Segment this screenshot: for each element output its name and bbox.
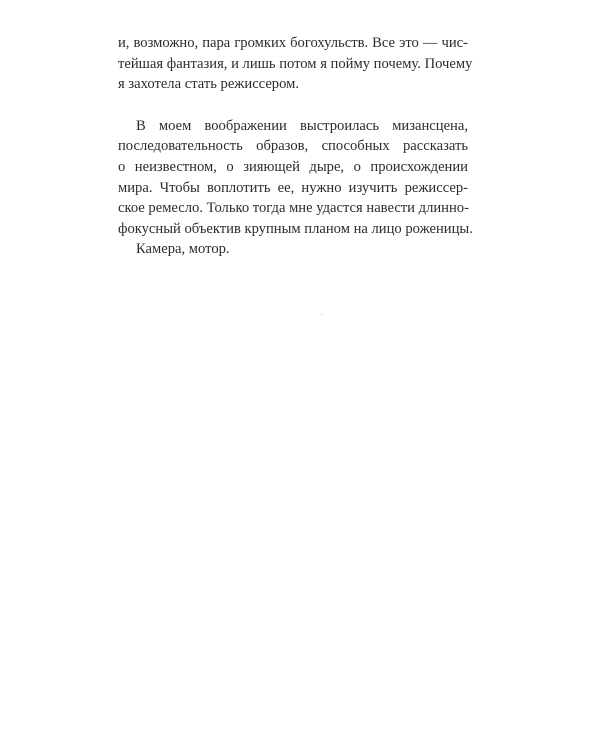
paragraph-spacer <box>118 95 468 116</box>
text-line: последовательность образов, способных рассказать <box>118 138 468 155</box>
paragraph-3 <box>118 239 468 260</box>
text-line: ское ремесло. Только тогда мне удастся навести длинно- <box>118 200 469 217</box>
text-line: мира. Чтобы воплотить ее, нужно изучить режиссер- <box>118 179 468 196</box>
paper-speck <box>321 314 322 315</box>
paragraph-2 <box>118 116 473 240</box>
text-line: Камера, мотор. <box>136 241 230 258</box>
text-line: о неизвестном, о зияющей дыре, о происхождении <box>118 158 468 175</box>
text-line: В моем воображении выстроилась мизансцена, <box>136 117 468 134</box>
body-text <box>118 33 473 260</box>
text-line: и, возможно, пара громких богохульств. Все это — чис- <box>118 35 468 51</box>
text-line: я захотела стать режиссером. <box>118 76 300 93</box>
text-line: фокусный объектив крупным планом на лицо роженицы. <box>118 220 473 237</box>
text-line: тейшая фантазия, и лишь потом я пойму почему. Почему <box>118 55 473 72</box>
paragraph-1 <box>118 33 473 95</box>
